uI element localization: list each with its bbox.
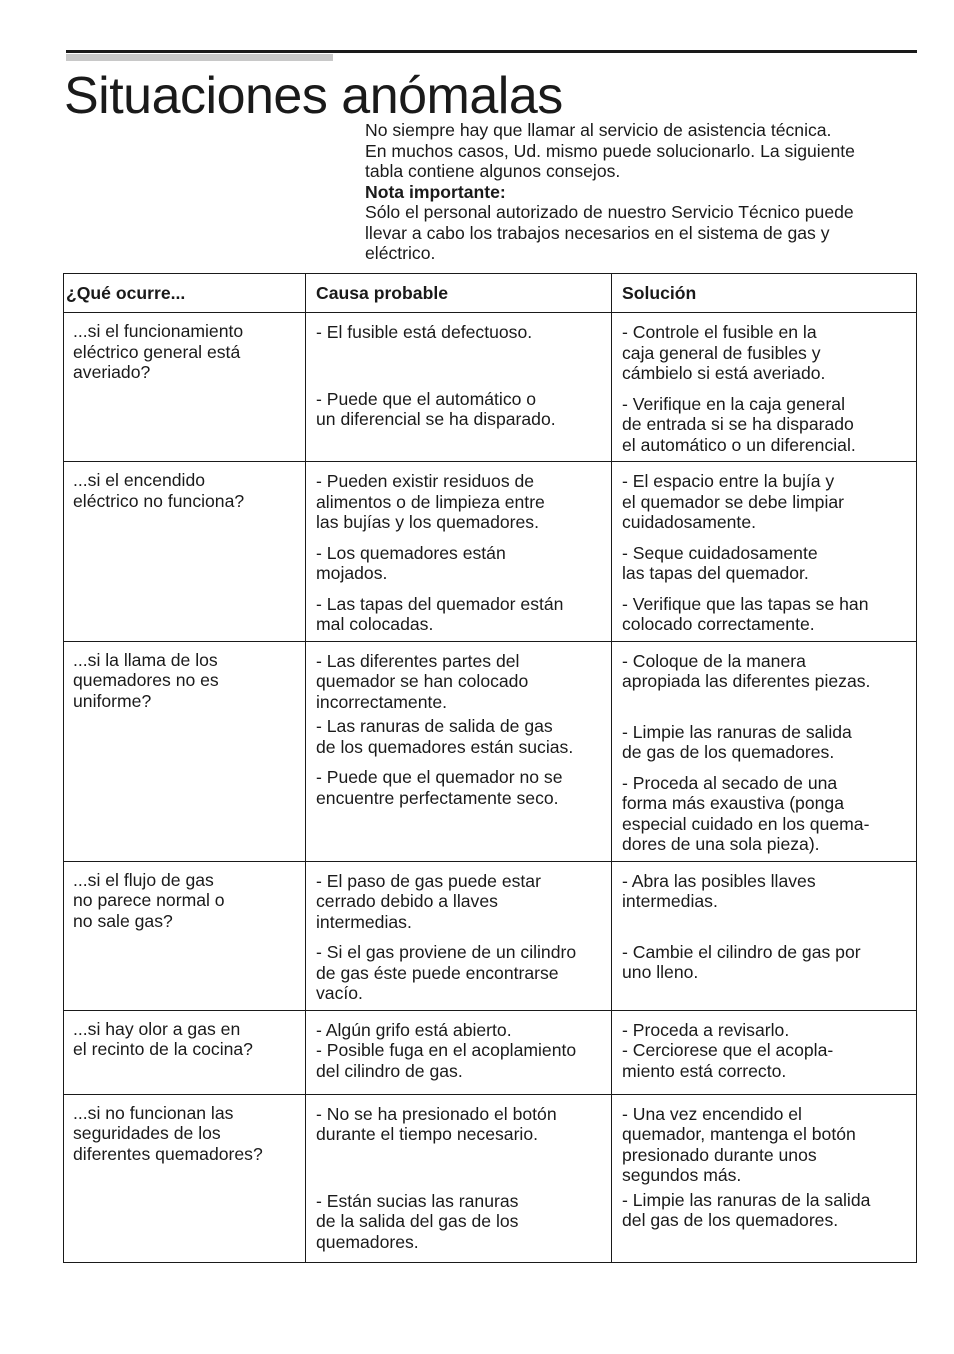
solution-line: colocado correctamente. [622, 614, 815, 634]
problem-cell [64, 1094, 306, 1262]
solution-line: cuidadosamente. [622, 512, 756, 532]
problem-line: ...si la llama de los [73, 649, 218, 670]
header-solution: Solución [612, 274, 917, 313]
intro-line: En muchos casos, Ud. mismo puede solucionarlo. La siguiente [365, 140, 855, 161]
cause-entry [316, 389, 601, 430]
problem-line: averiado? [73, 362, 151, 382]
solution-entry [622, 773, 906, 855]
cause-line: de la salida del gas de los [316, 1211, 519, 1231]
cause-cell [306, 861, 612, 1010]
cause-line: - Puede que el quemador no se [316, 767, 563, 787]
solution-line: - Controle el fusible en la [622, 322, 817, 342]
cause-line: vacío. [316, 983, 363, 1003]
solution-line: segundos más. [622, 1165, 742, 1185]
problem-line: ...si hay olor a gas en [73, 1018, 241, 1039]
problem-line: eléctrico general está [73, 341, 241, 362]
note-line: Sólo el personal autorizado de nuestro Servicio Técnico puede [365, 202, 854, 222]
solution-entry [622, 1020, 906, 1041]
table-row [64, 861, 917, 1010]
cause-line: de los quemadores están sucias. [316, 736, 574, 757]
cause-line: - El fusible está defectuoso. [316, 322, 533, 342]
header-what-happens: ¿Qué ocurre... [64, 274, 306, 313]
problem-line: no parece normal o [73, 890, 225, 910]
cause-line: del cilindro de gas. [316, 1060, 463, 1081]
solution-line: - Una vez encendido el [622, 1103, 802, 1124]
solution-line: quemador, mantenga el botón [622, 1124, 856, 1144]
cause-entry [316, 322, 601, 343]
problem-cell [64, 861, 306, 1010]
cause-line: - Algún grifo está abierto. [316, 1019, 512, 1040]
table-row [64, 313, 917, 462]
problem-line: ...si el flujo de gas [73, 869, 214, 890]
cause-entry [316, 1040, 601, 1081]
cause-line: - Puede que el automático o [316, 388, 537, 409]
problem-line: diferentes quemadores? [73, 1143, 263, 1164]
solution-entry [622, 543, 906, 584]
cause-line: - Pueden existir residuos de [316, 471, 535, 491]
solution-line: uno lleno. [622, 962, 699, 982]
problem-line: el recinto de la cocina? [73, 1039, 253, 1059]
solution-cell [612, 641, 917, 861]
solution-line: miento está correcto. [622, 1060, 787, 1081]
problem-line: uniforme? [73, 690, 152, 711]
top-rule [66, 50, 917, 53]
solution-cell [612, 1010, 917, 1094]
cause-line: mal colocadas. [316, 614, 434, 634]
cause-line: incorrectamente. [316, 691, 448, 712]
solution-entry [622, 1190, 906, 1231]
solution-line: presionado durante unos [622, 1144, 817, 1165]
solution-line: del gas de los quemadores. [622, 1210, 839, 1230]
page-title: Situaciones anómalas [64, 67, 563, 125]
cause-entry [316, 1104, 601, 1145]
solution-line: especial cuidado en los quema- [622, 813, 870, 834]
table-row [64, 1094, 917, 1262]
cause-entry [316, 543, 601, 584]
solution-line: - Proceda a revisarlo. [622, 1019, 790, 1040]
cause-line: las bujías y los quemadores. [316, 512, 539, 532]
solution-line: caja general de fusibles y [622, 342, 821, 363]
cause-line: mojados. [316, 563, 388, 583]
solution-line: de gas de los quemadores. [622, 742, 835, 762]
cause-line: durante el tiempo necesario. [316, 1124, 539, 1144]
solution-cell [612, 1094, 917, 1262]
solution-cell [612, 861, 917, 1010]
problem-line: eléctrico no funciona? [73, 490, 245, 511]
solution-line: el automático o un diferencial. [622, 434, 856, 455]
solution-entry [622, 322, 906, 384]
solution-entry [622, 942, 906, 983]
solution-line: las tapas del quemador. [622, 563, 809, 583]
cause-line: - Las tapas del quemador están [316, 593, 564, 614]
problem-cell [64, 1010, 306, 1094]
cause-entry [316, 767, 601, 808]
solution-entry [622, 1040, 906, 1081]
solution-entry [622, 471, 906, 533]
cause-line: un diferencial se ha disparado. [316, 409, 556, 429]
solution-line: - Limpie las ranuras de salida [622, 721, 852, 742]
header-probable-cause: Causa probable [306, 274, 612, 313]
table-row [64, 462, 917, 642]
solution-entry [622, 394, 906, 456]
solution-line: apropiada las diferentes piezas. [622, 671, 871, 691]
cause-line: de gas éste puede encontrarse [316, 962, 559, 983]
cause-line: - Están sucias las ranuras [316, 1190, 519, 1211]
solution-line: dores de una sola pieza). [622, 834, 820, 854]
intro-line: No siempre hay que llamar al servicio de asistencia técnica. [365, 120, 832, 140]
problem-cell [64, 641, 306, 861]
table-row [64, 641, 917, 861]
solution-line: forma más exaustiva (ponga [622, 793, 844, 813]
cause-line: alimentos o de limpieza entre [316, 491, 545, 512]
solution-line: - Limpie las ranuras de la salida [622, 1189, 871, 1210]
solution-cell [612, 462, 917, 642]
solution-entry [622, 594, 906, 635]
problem-line: ...si no funcionan las [73, 1102, 234, 1123]
cause-entry [316, 471, 601, 533]
solution-line: - Cerciorese que el acopla- [622, 1040, 834, 1060]
problem-line: ...si el encendido [73, 470, 206, 490]
intro-text [365, 120, 925, 264]
cause-cell [306, 1010, 612, 1094]
cause-line: intermedias. [316, 911, 412, 932]
solution-entry [622, 871, 906, 912]
solution-line: - Proceda al secado de una [622, 772, 838, 793]
table-header-row [64, 274, 917, 313]
solution-line: - Verifique que las tapas se han [622, 593, 869, 614]
problem-line: ...si el funcionamiento [73, 321, 244, 341]
solution-line: - Verifique en la caja general [622, 393, 845, 414]
cause-line: - Los quemadores están [316, 542, 506, 563]
cause-entry [316, 871, 601, 933]
cause-cell [306, 462, 612, 642]
problem-cell [64, 462, 306, 642]
cause-line: quemadores. [316, 1231, 419, 1252]
cause-entry [316, 594, 601, 635]
solution-entry [622, 651, 906, 692]
solution-line: - Coloque de la manera [622, 650, 806, 671]
intro-line: tabla contiene algunos consejos. [365, 161, 621, 181]
table-row [64, 1010, 917, 1094]
cause-line: encuentre perfectamente seco. [316, 787, 559, 808]
cause-entry [316, 716, 601, 757]
cause-entry [316, 651, 601, 713]
cause-line: - No se ha presionado el botón [316, 1103, 557, 1124]
cause-entry [316, 942, 601, 1004]
solution-line: - Abra las posibles llaves [622, 870, 816, 891]
problem-cell [64, 313, 306, 462]
solution-entry [622, 1104, 906, 1186]
top-accent-bar [66, 54, 333, 61]
cause-cell [306, 1094, 612, 1262]
cause-line: - Las ranuras de salida de gas [316, 716, 553, 736]
cause-line: - El paso de gas puede estar [316, 870, 541, 891]
cause-line: - Si el gas proviene de un cilindro [316, 942, 577, 962]
note-label: Nota importante: [365, 181, 506, 202]
note-line: llevar a cabo los trabajos necesarios en el sistema de gas y [365, 222, 830, 243]
solution-entry [622, 722, 906, 763]
cause-line: quemador se han colocado [316, 671, 529, 691]
cause-line: - Las diferentes partes del [316, 650, 520, 671]
cause-line: - Posible fuga en el acoplamiento [316, 1040, 577, 1060]
solution-line: cámbielo si está averiado. [622, 363, 826, 383]
solution-cell [612, 313, 917, 462]
solution-line: - Cambie el cilindro de gas por [622, 941, 861, 962]
cause-entry [316, 1191, 601, 1253]
troubleshooting-table [63, 273, 917, 1263]
solution-line: - El espacio entre la bujía y [622, 471, 835, 491]
problem-line: no sale gas? [73, 910, 173, 931]
problem-line: seguridades de los [73, 1123, 221, 1143]
cause-entry [316, 1020, 601, 1041]
solution-line: intermedias. [622, 891, 718, 911]
solution-line: - Seque cuidadosamente [622, 542, 818, 563]
note-line: eléctrico. [365, 243, 436, 263]
solution-line: de entrada si se ha disparado [622, 414, 854, 434]
cause-cell [306, 313, 612, 462]
cause-cell [306, 641, 612, 861]
cause-line: cerrado debido a llaves [316, 891, 498, 911]
problem-line: quemadores no es [73, 670, 219, 690]
solution-line: el quemador se debe limpiar [622, 491, 845, 512]
